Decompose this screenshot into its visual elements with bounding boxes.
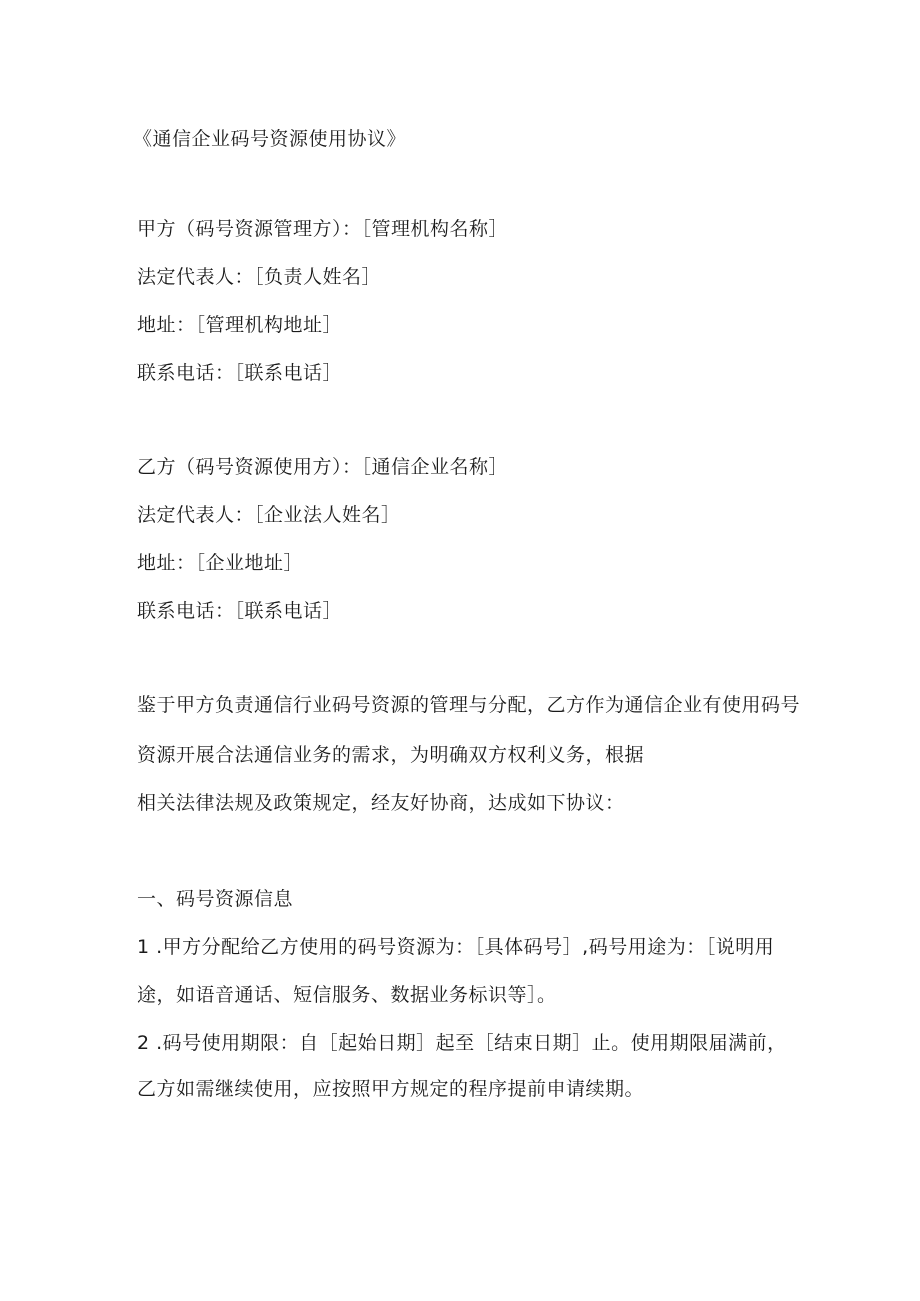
preamble-line: 资源开展合法通信业务的需求，为明确双方权利义务，根据 [137,744,645,766]
document-title: 《通信企业码号资源使用协议》 [133,128,407,150]
clause-1-line: 1 .甲方分配给乙方使用的码号资源为：［具体码号］,码号用途为：［说明用 [137,936,775,958]
section-1-heading: 一、码号资源信息 [137,888,294,910]
party-a-legal-rep: 法定代表人：［负责人姓名］ [137,266,382,288]
party-a-phone: 联系电话：［联系电话］ [137,362,343,384]
party-b-heading: 乙方（码号资源使用方）：［通信企业名称］ [137,456,509,478]
preamble-line: 相关法律法规及政策规定，经友好协商，达成如下协议： [137,792,625,814]
party-a-heading: 甲方（码号资源管理方）：［管理机构名称］ [137,218,509,240]
party-b-address: 地址：［企业地址］ [137,552,304,574]
clause-2-line: 乙方如需继续使用，应按照甲方规定的程序提前申请续期。 [137,1078,645,1100]
preamble-line: 鉴于甲方负责通信行业码号资源的管理与分配，乙方作为通信企业有使用码号 [137,694,801,716]
party-a-address: 地址：［管理机构地址］ [137,314,343,336]
party-b-phone: 联系电话：［联系电话］ [137,600,343,622]
clause-1-line: 途，如语音通话、短信服务、数据业务标识等］。 [137,984,557,1006]
party-b-legal-rep: 法定代表人：［企业法人姓名］ [137,504,401,526]
clause-2-line: 2 .码号使用期限：自［起始日期］起至［结束日期］止。使用期限届满前， [137,1032,787,1054]
